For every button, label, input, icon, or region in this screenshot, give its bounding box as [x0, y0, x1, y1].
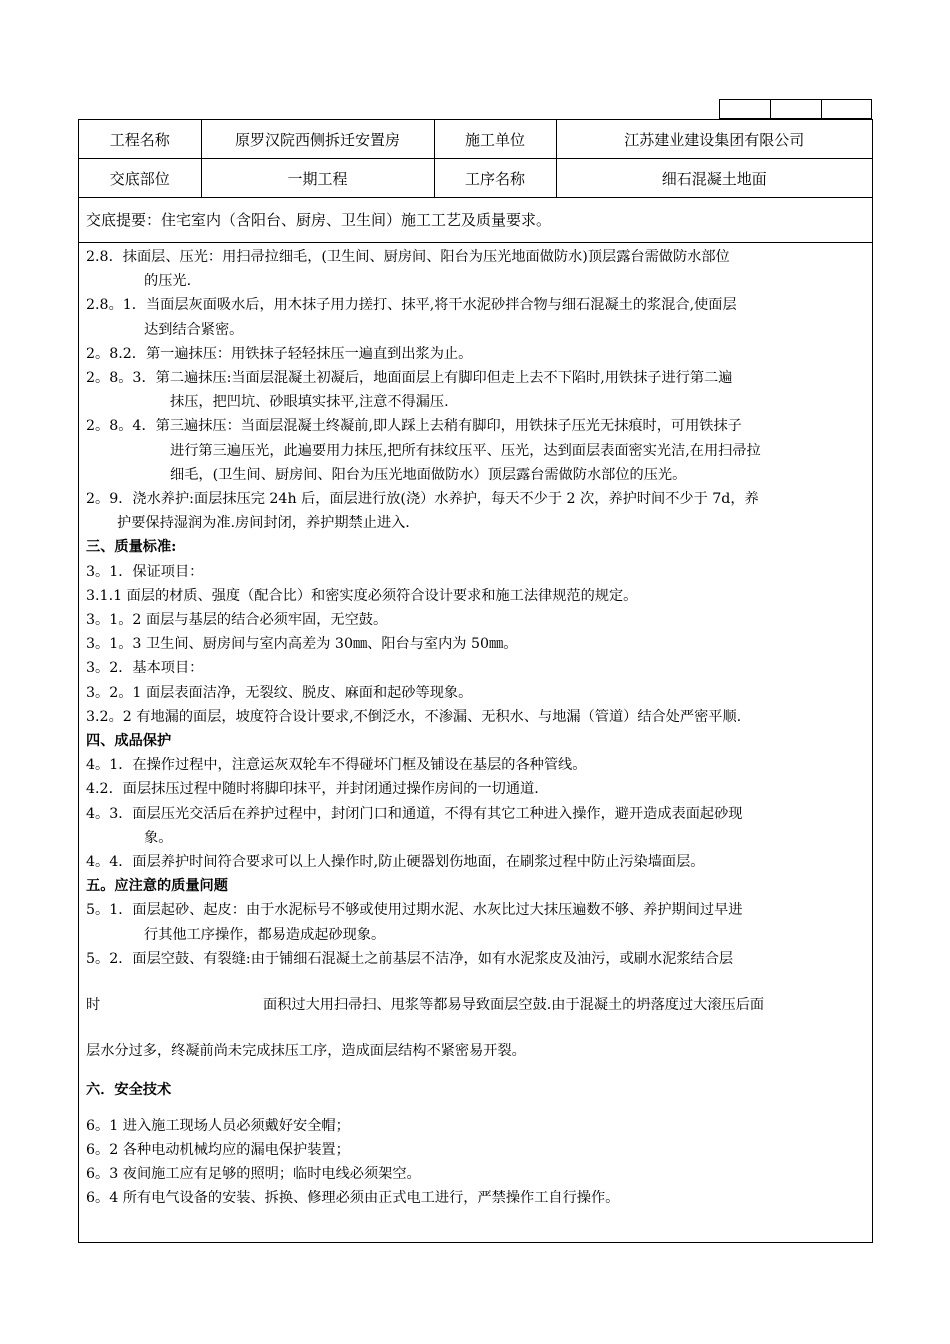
disclosure-form: [78, 119, 873, 1243]
line-left: 时: [86, 997, 101, 1014]
line: 2.8。1．当面层灰面吸水后，用木抹子用力搓打、抹平,将干水泥砂拌合物与细石混凝土的浆混合,使面层: [86, 297, 737, 314]
project-label: 工程名称: [79, 120, 201, 159]
part-label: 交底部位: [79, 159, 201, 198]
line: 4。3．面层压光交活后在养护过程中，封闭门口和通道，不得有其它工种进入操作，避开造成表面起砂现: [86, 805, 743, 822]
line: 2.8．抹面层、压光：用扫帚拉细毛，(卫生间、厨房间、阳台为压光地面做防水)顶层露台需做防水部位: [86, 249, 730, 265]
line: 3。2。1 面层表面洁净，无裂纹、脱皮、麻面和起砂等现象。: [86, 684, 473, 701]
line: 细毛，(卫生间、厨房间、阳台为压光地面做防水）顶层露台需做防水部位的压光。: [170, 466, 687, 483]
line: 象。: [144, 829, 173, 846]
line: 6。3 夜间施工应有足够的照明；临时电线必须架空。: [86, 1166, 421, 1183]
line: 3。1。2 面层与基层的结合必须牢固，无空鼓。: [86, 612, 388, 629]
line: 3。1。3 卫生间、厨房间与室内高差为 30㎜、阳台与室内为 50㎜。: [86, 636, 518, 653]
unit-value: 江苏建业建设集团有限公司: [556, 120, 872, 159]
line: 3。2．基本项目：: [86, 660, 204, 677]
process-value: 细石混凝土地面: [556, 159, 872, 198]
signature-box: [821, 99, 872, 119]
line: 6。4 所有电气设备的安装、拆换、修理必须由正式电工进行，严禁操作工自行操作。: [86, 1190, 620, 1207]
signature-box: [719, 99, 770, 119]
line: 护要保持湿润为准.房间封闭，养护期禁止进入.: [117, 515, 410, 532]
line: 抹压，把凹坑、砂眼填实抹平,注意不得漏压.: [170, 394, 449, 411]
unit-label: 施工单位: [434, 120, 556, 159]
line: 的压光.: [144, 273, 192, 290]
line: 5。1．面层起砂、起皮：由于水泥标号不够或使用过期水泥、水灰比过大抹压遍数不够、养护期间过早进: [86, 902, 743, 919]
project-value: 原罗汉院西侧拆迁安置房: [201, 120, 434, 159]
line: 2。8。3．第二遍抹压:当面层混凝土初凝后，地面面层上有脚印但走上去不下陷时,用铁抹子进行第二遍: [86, 370, 733, 387]
line: 进行第三遍压光，此遍要用力抹压,把所有抹纹压平、压光，达到面层表面密实光洁,在用扫帚拉: [170, 442, 761, 459]
line: 2。8.2．第一遍抹压：用铁抹子轻轻抹压一遍直到出浆为止。: [86, 345, 473, 362]
line: 3.1.1 面层的材质、强度（配合比）和密实度必须符合设计要求和施工法律规范的规定。: [86, 587, 638, 604]
signature-box: [770, 99, 821, 119]
line: 3.2。2 有地漏的面层，坡度符合设计要求,不倒泛水，不渗漏、无积水、与地漏（管道）结合处严密平顺.: [86, 708, 742, 725]
process-label: 工序名称: [434, 159, 556, 198]
line: 层水分过多，终凝前尚未完成抹压工序，造成面层结构不紧密易开裂。: [86, 1043, 526, 1060]
section-heading: 五。应注意的质量问题: [86, 878, 228, 895]
line-right: 面积过大用扫帚扫、甩浆等都易导致面层空鼓.由于混凝土的坍落度过大滚压后面: [263, 997, 765, 1014]
section-heading: 四、成品保护: [86, 733, 172, 750]
line: 4.2．面层抹压过程中随时将脚印抹平，并封闭通过操作房间的一切通道.: [86, 781, 539, 798]
line: [86, 993, 866, 1017]
line: 2。8。4．第三遍抹压：当面层混凝土终凝前,即人踩上去稍有脚印，用铁抹子压光无抹痕时，可用铁抹子: [86, 418, 742, 435]
line: 6。1 进入施工现场人员必须戴好安全帽；: [86, 1117, 350, 1134]
line: 6。2 各种电动机械均应的漏电保护装置；: [86, 1141, 350, 1158]
line: 4。4．面层养护时间符合要求可以上人操作时,防止硬器划伤地面，在刷浆过程中防止污染墙面层。: [86, 854, 705, 871]
line: 2。9．浇水养护:面层抹压完 24h 后，面层进行放(浇）水养护，每天不少于 2 次，养护时间不少于 7d，养: [86, 491, 759, 508]
line: 5。2．面层空鼓、有裂缝:由于铺细石混凝土之前基层不洁净，如有水泥浆皮及油污，或刷水泥浆结合层: [86, 950, 734, 967]
part-value: 一期工程: [201, 159, 434, 198]
header-table: [79, 120, 872, 198]
line: 达到结合紧密。: [144, 321, 244, 338]
signature-boxes: [719, 99, 872, 119]
line: 4。1．在操作过程中，注意运灰双轮车不得碰坏门框及铺设在基层的各种管线。: [86, 757, 587, 774]
line: 行其他工序操作，都易造成起砂现象。: [144, 926, 386, 943]
intro-summary: 交底提要：住宅室内（含阳台、厨房、卫生间）施工工艺及质量要求。: [79, 198, 872, 243]
content-body: [79, 243, 872, 1211]
section-heading: 三、质量标准:: [86, 539, 177, 556]
line: 3。1．保证项目：: [86, 563, 204, 580]
section-heading: 六．安全技术: [86, 1081, 172, 1098]
